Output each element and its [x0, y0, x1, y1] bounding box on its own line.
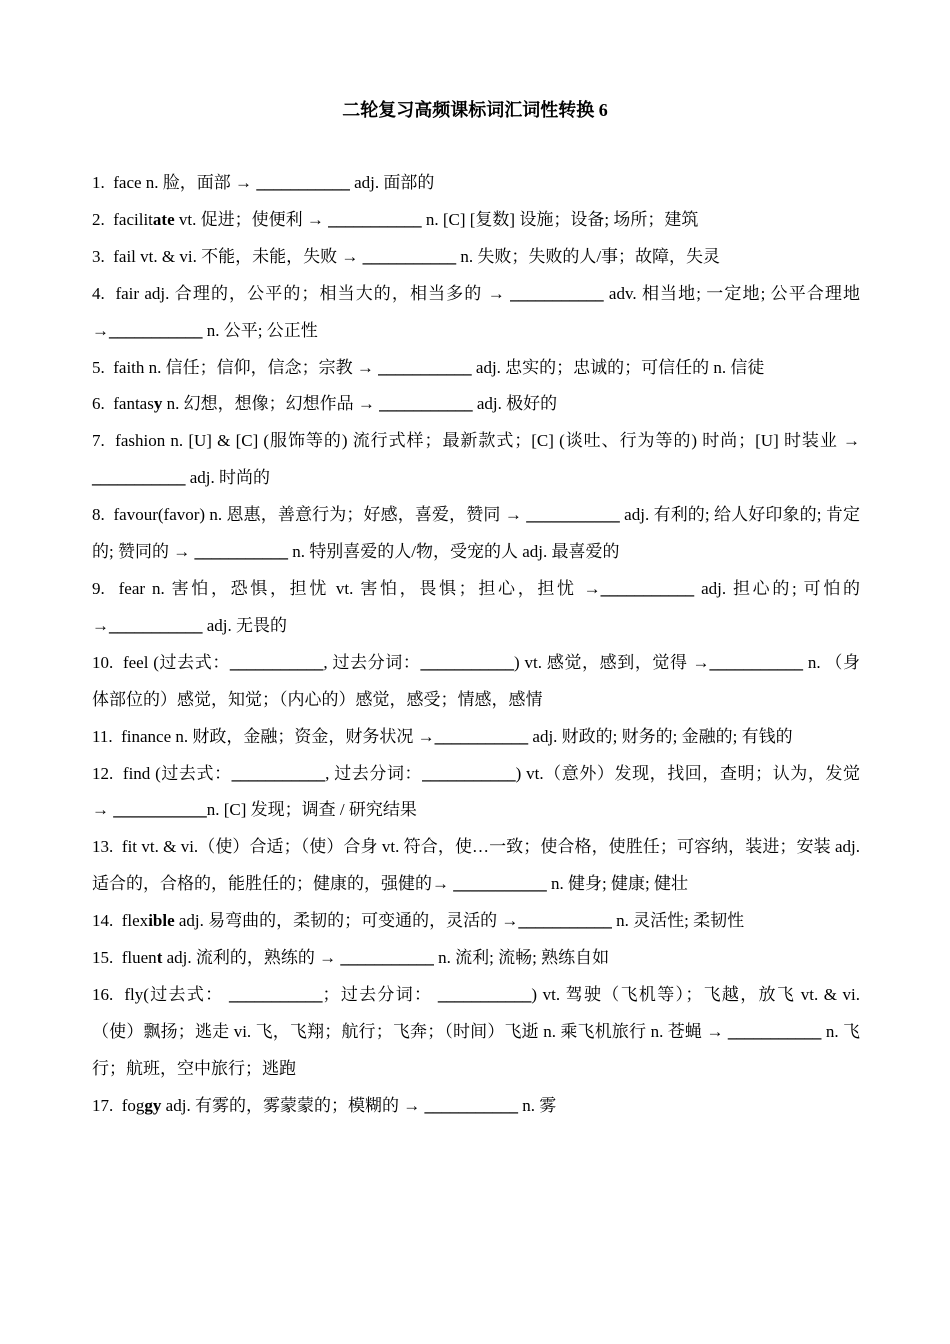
answer-blank: ___________: [424, 1095, 518, 1115]
item-text: fluen: [121, 948, 157, 968]
item-text: fail vt. & vi. 不能，未能，失败 →: [113, 246, 363, 266]
item-text: n. [C] 发现；调查 / 研究结果: [206, 800, 417, 820]
item-text: adj. 有雾的，雾蒙蒙的；模糊的 →: [161, 1095, 425, 1115]
item-number: 2.: [92, 209, 105, 229]
item-number: 3.: [92, 246, 105, 266]
item-number: 7.: [92, 431, 105, 451]
answer-blank: ___________: [453, 874, 547, 894]
item-text: n. 健身; 健康; 健壮: [546, 874, 688, 894]
item-number: 17.: [92, 1095, 114, 1115]
answer-blank: ___________: [379, 394, 473, 414]
answer-blank: ___________: [378, 357, 472, 377]
item-number: 12.: [92, 763, 114, 783]
answer-blank: ___________: [92, 468, 186, 488]
item-number: 11.: [92, 726, 113, 746]
answer-blank: ___________: [526, 505, 620, 525]
answer-blank: ___________: [109, 615, 203, 635]
item-text: fair adj. 合理的，公平的；相当大的，相当多的 →: [115, 283, 511, 303]
vocab-item: [92, 1088, 860, 1125]
answer-blank: ___________: [231, 763, 326, 783]
item-text: adj. 无畏的: [202, 615, 288, 635]
item-number: 13.: [92, 837, 114, 857]
item-text: adj. 极好的: [472, 394, 558, 414]
answer-blank: ___________: [109, 320, 203, 340]
item-text: favour(favor) n. 恩惠，善意行为；好感，喜爱，赞同 →: [113, 505, 527, 525]
item-text: n. 流利; 流畅; 熟练自如: [433, 948, 610, 968]
item-text: ) vt. 感觉，感到，觉得 →: [514, 652, 710, 672]
answer-blank: ___________: [437, 984, 532, 1004]
item-text: n. 灵活性; 柔韧性: [611, 911, 745, 931]
answer-blank: ___________: [600, 578, 695, 598]
item-number: 4.: [92, 283, 105, 303]
vocab-item: [92, 977, 860, 1088]
item-text: adj. 担心的; 可怕的 →: [92, 578, 861, 635]
item-number: 1.: [92, 173, 105, 192]
vocab-item: [92, 386, 860, 423]
vocab-item: [92, 423, 860, 497]
vocab-item: [92, 497, 860, 571]
item-text: adj. 有利的; 给人好印象的; 肯定的; 赞同的 →: [92, 505, 860, 562]
item-number: 5.: [92, 357, 105, 377]
item-text: n. 特别喜爱的人/物，受宠的人 adj. 最喜爱的: [287, 542, 620, 562]
vocab-item: [92, 940, 860, 977]
item-number: 14.: [92, 911, 114, 931]
answer-blank: ___________: [709, 652, 803, 672]
item-number: 16.: [92, 984, 114, 1004]
item-text: facilit: [113, 209, 153, 229]
item-text: ；过去分词：: [322, 984, 438, 1004]
item-text: n. 失败；失败的人/事；故障，失灵: [456, 246, 721, 266]
item-text: adj. 易弯曲的，柔韧的；可变通的，灵活的 →: [174, 911, 519, 931]
vocab-item: [92, 239, 860, 276]
item-text: finance n. 财政，金融；资金，财务状况 →: [121, 726, 435, 746]
item-text: n. 公平; 公正性: [202, 320, 318, 340]
answer-blank: ___________: [328, 209, 422, 229]
item-number: 15.: [92, 948, 114, 968]
item-text: , 过去分词：: [325, 763, 423, 783]
item-text: adj. 时尚的: [185, 468, 271, 488]
item-text: face n. 脸，面部 →: [113, 173, 257, 192]
item-number: 10.: [92, 652, 114, 672]
bold-suffix: ible: [148, 911, 175, 931]
document-title: 二轮复习高频课标词汇词性转换 6: [342, 100, 608, 120]
answer-blank: ___________: [340, 948, 434, 968]
item-number: 8.: [92, 505, 105, 525]
item-text: adj. 流利的，熟练的 →: [162, 948, 341, 968]
answer-blank: ___________: [113, 800, 207, 820]
answer-blank: ___________: [518, 911, 612, 931]
vocab-item: [92, 645, 860, 719]
vocab-item: [92, 276, 860, 350]
item-text: adj. 面部的: [349, 173, 435, 192]
item-text: feel (过去式：: [122, 652, 230, 672]
item-number: 9.: [92, 578, 105, 598]
vocab-item: [92, 165, 860, 202]
bold-suffix: t: [156, 948, 163, 968]
item-text: flex: [121, 911, 149, 931]
answer-blank: ___________: [256, 173, 350, 192]
bold-suffix: ate: [152, 209, 175, 229]
vocab-item: [92, 202, 860, 239]
item-text: ) vt.（意外）发现，找回，查明；认为，发觉 →: [92, 763, 860, 820]
item-text: n. 幻想，想像；幻想作品 →: [162, 394, 380, 414]
answer-blank: ___________: [422, 763, 516, 783]
answer-blank: ___________: [229, 984, 323, 1004]
item-text: n. 雾: [517, 1095, 557, 1115]
answer-blank: ___________: [194, 542, 288, 562]
item-text: fit vt. & vi.（使）合适；（使）合身 vt. 符合，使…一致；使合格，使胜任；可容纳，装进；安装 adj. 适合的，合格的，能胜任的；健康的，强健的→: [92, 837, 860, 894]
vocab-item: [92, 829, 860, 903]
item-number: 6.: [92, 394, 105, 414]
vocab-item: [92, 350, 860, 387]
vocabulary-list: [92, 165, 860, 1125]
answer-blank: ___________: [727, 1021, 822, 1041]
item-text: find (过去式：: [122, 763, 232, 783]
item-text: ) vt. 驾驶（飞机等）；飞越，放飞 vt. & vi. （使）飘扬；逃走 vi. 飞，飞翔；航行；飞奔；（时间）飞逝 n. 乘飞机旅行 n. 苍蝇 →: [92, 984, 861, 1041]
item-text: fashion n. [U] & [C] (服饰等的) 流行式样；最新款式；[C] (谈吐、行为等的) 时尚；[U] 时装业 →: [115, 431, 861, 451]
item-text: fear n. 害怕，恐惧，担忧 vt. 害怕，畏惧；担心，担忧 →: [118, 578, 601, 598]
vocab-item: [92, 571, 860, 645]
item-text: faith n. 信任；信仰，信念；宗教 →: [113, 357, 379, 377]
item-text: n. [C] [复数] 设施；设备; 场所；建筑: [421, 209, 699, 229]
answer-blank: ___________: [229, 652, 324, 672]
item-text: vt. 促进；使便利 →: [174, 209, 329, 229]
vocab-item: [92, 719, 860, 756]
item-text: fog: [121, 1095, 145, 1115]
answer-blank: ___________: [362, 246, 457, 266]
vocab-item: [92, 903, 860, 940]
item-text: adv. 相当地; 一定地; 公平合理地 →: [92, 283, 861, 340]
bold-suffix: gy: [144, 1095, 162, 1115]
item-text: adj. 财政的; 财务的; 金融的; 有钱的: [528, 726, 793, 746]
answer-blank: ___________: [420, 652, 515, 672]
item-text: fly(过去式：: [124, 984, 230, 1004]
item-text: fantas: [113, 394, 154, 414]
item-text: adj. 忠实的；忠诚的；可信任的 n. 信徒: [471, 357, 765, 377]
bold-suffix: y: [153, 394, 163, 414]
item-text: , 过去分词：: [323, 652, 421, 672]
vocab-item: [92, 756, 860, 830]
answer-blank: ___________: [510, 283, 604, 303]
answer-blank: ___________: [434, 726, 529, 746]
item-text: n. 飞行；航班，空中旅行；逃跑: [92, 1021, 860, 1078]
item-text: n. （身体部位的）感觉，知觉；（内心的）感觉，感受；情感，感情: [92, 652, 861, 709]
